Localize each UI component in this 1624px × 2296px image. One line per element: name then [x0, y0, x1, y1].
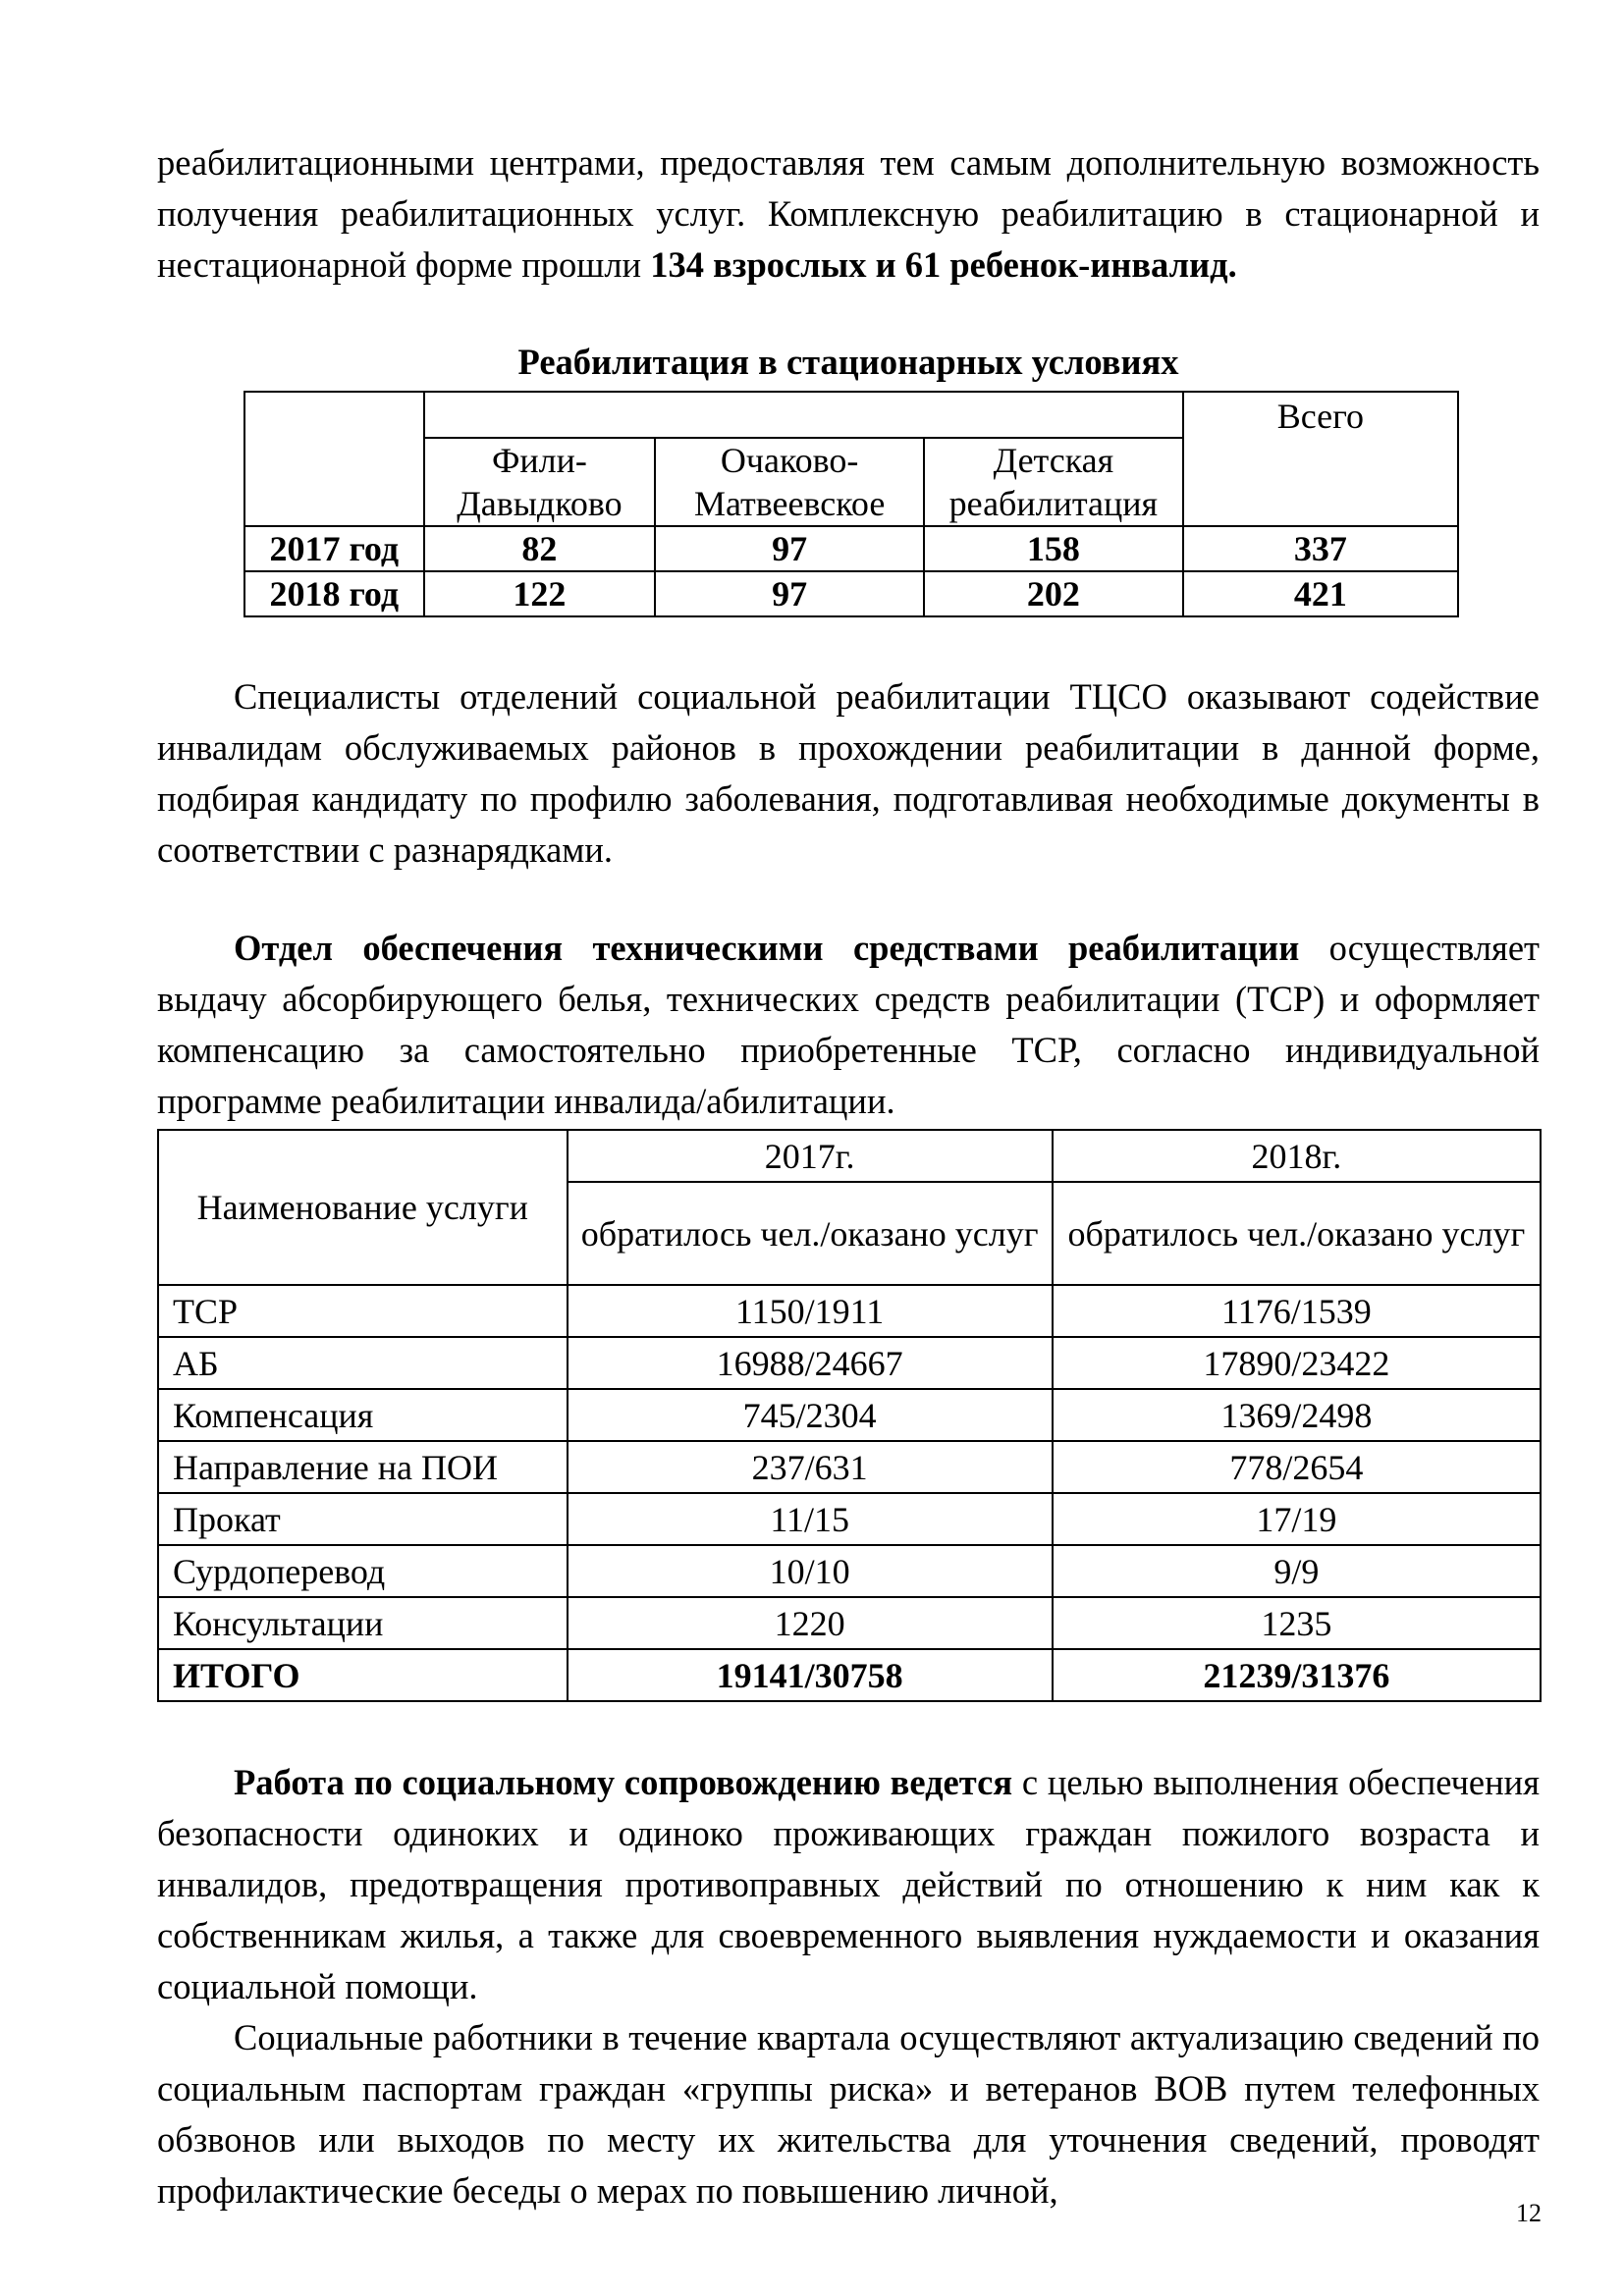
- table-row: [244, 571, 1458, 616]
- cell-value: 778/2654: [1053, 1441, 1541, 1493]
- cell-value: 97: [655, 526, 924, 571]
- cell-value: 97: [655, 571, 924, 616]
- table1-empty-corner: [244, 392, 424, 526]
- technical-means-text: осуществляет выдачу абсорбирующего белья, технических средств реабилитации (ТСР) и оформляет компенсацию за самостоятельно приобретенные ТСР, согласно индивидуальной программе реабилитации инвалида/абилитации.: [157, 928, 1540, 1121]
- cell-value: 17/19: [1053, 1493, 1541, 1545]
- social-support-paragraph: [157, 1757, 1540, 2012]
- cell-value: 17890/23422: [1053, 1337, 1541, 1389]
- total-2018: 21239/31376: [1053, 1649, 1541, 1701]
- table-total-row: [158, 1649, 1541, 1701]
- service-name: ТСР: [158, 1285, 568, 1337]
- table1-title: Реабилитация в стационарных условиях: [517, 342, 1179, 382]
- table-row: [158, 1597, 1541, 1649]
- stationary-rehab-table: [244, 391, 1459, 617]
- cell-value: 9/9: [1053, 1545, 1541, 1597]
- table1-total-header: Всего: [1183, 392, 1458, 526]
- cell-value: 1150/1911: [568, 1285, 1053, 1337]
- technical-means-bold: Отдел обеспечения техническими средствами реабилитации: [234, 928, 1300, 968]
- page-number: 12: [1516, 2199, 1542, 2227]
- table1-col-fili: Фили- Давыдково: [424, 438, 656, 526]
- row-label: 2017 год: [244, 526, 424, 571]
- specialists-paragraph: Специалисты отделений социальной реабилитации ТЦСО оказывают содействие инвалидам обслуживаемых районов в прохождении реабилитации в данной форме, подбирая кандидату по профилю заболевания, подготавливая необходимые документы в соответствии с разнарядками.: [157, 676, 1540, 870]
- services-table: [157, 1129, 1542, 1702]
- social-support-bold: Работа по социальному сопровождению ведется: [234, 1762, 1013, 1802]
- service-name: Сурдоперевод: [158, 1545, 568, 1597]
- cell-value: 158: [924, 526, 1183, 571]
- cell-value: 11/15: [568, 1493, 1053, 1545]
- table-row: [244, 526, 1458, 571]
- service-name: Компенсация: [158, 1389, 568, 1441]
- service-name: Направление на ПОИ: [158, 1441, 568, 1493]
- service-name: Консультации: [158, 1597, 568, 1649]
- social-workers-paragraph: Социальные работники в течение квартала осуществляют актуализацию сведений по социальным паспортам граждан «группы риска» и ветеранов ВОВ путем телефонных обзвонов или выходов по месту их жительства для уточнения сведений, проводят профилактические беседы о мерах по повышению личной,: [157, 2017, 1540, 2211]
- cell-value: 10/10: [568, 1545, 1053, 1597]
- cell-value: 237/631: [568, 1441, 1053, 1493]
- service-name: АБ: [158, 1337, 568, 1389]
- table-row: [158, 1389, 1541, 1441]
- cell-value: 202: [924, 571, 1183, 616]
- total-label: ИТОГО: [158, 1649, 568, 1701]
- table-row: [158, 1441, 1541, 1493]
- services-sub-2018: обратилось чел./оказано услуг: [1053, 1182, 1541, 1285]
- services-year-2018: 2018г.: [1053, 1130, 1541, 1182]
- cell-value: 1235: [1053, 1597, 1541, 1649]
- intro-bold-text: 134 взрослых и 61 ребенок-инвалид.: [650, 244, 1237, 285]
- table-row: [158, 1493, 1541, 1545]
- table1-col-ochakovo: Очаково- Матвеевское: [655, 438, 924, 526]
- cell-total: 337: [1183, 526, 1458, 571]
- cell-value: 1220: [568, 1597, 1053, 1649]
- cell-value: 16988/24667: [568, 1337, 1053, 1389]
- row-label: 2018 год: [244, 571, 424, 616]
- table-row: [158, 1545, 1541, 1597]
- table-row: [158, 1337, 1541, 1389]
- services-year-2017: 2017г.: [568, 1130, 1053, 1182]
- cell-total: 421: [1183, 571, 1458, 616]
- intro-paragraph: [157, 137, 1540, 291]
- services-name-header: Наименование услуги: [158, 1130, 568, 1285]
- total-2017: 19141/30758: [568, 1649, 1053, 1701]
- table1-group-header: [424, 392, 1183, 438]
- social-support-text: с целью выполнения обеспечения безопасности одиноких и одиноко проживающих граждан пожилого возраста и инвалидов, предотвращения противоправных действий по отношению к ним как к собственникам жилья, а также для своевременного выявления нуждаемости и оказания социальной помощи.: [157, 1762, 1540, 2006]
- intro-text: реабилитационными центрами, предоставляя тем самым дополнительную возможность получения реабилитационных услуг. Комплексную реабилитацию в стационарной и нестационарной форме прошли: [157, 142, 1540, 285]
- technical-means-paragraph: [157, 923, 1540, 1127]
- table-row: [158, 1285, 1541, 1337]
- cell-value: 745/2304: [568, 1389, 1053, 1441]
- cell-value: 122: [424, 571, 656, 616]
- services-sub-2017: обратилось чел./оказано услуг: [568, 1182, 1053, 1285]
- cell-value: 1369/2498: [1053, 1389, 1541, 1441]
- table1-col-child: Детская реабилитация: [924, 438, 1183, 526]
- service-name: Прокат: [158, 1493, 568, 1545]
- cell-value: 82: [424, 526, 656, 571]
- cell-value: 1176/1539: [1053, 1285, 1541, 1337]
